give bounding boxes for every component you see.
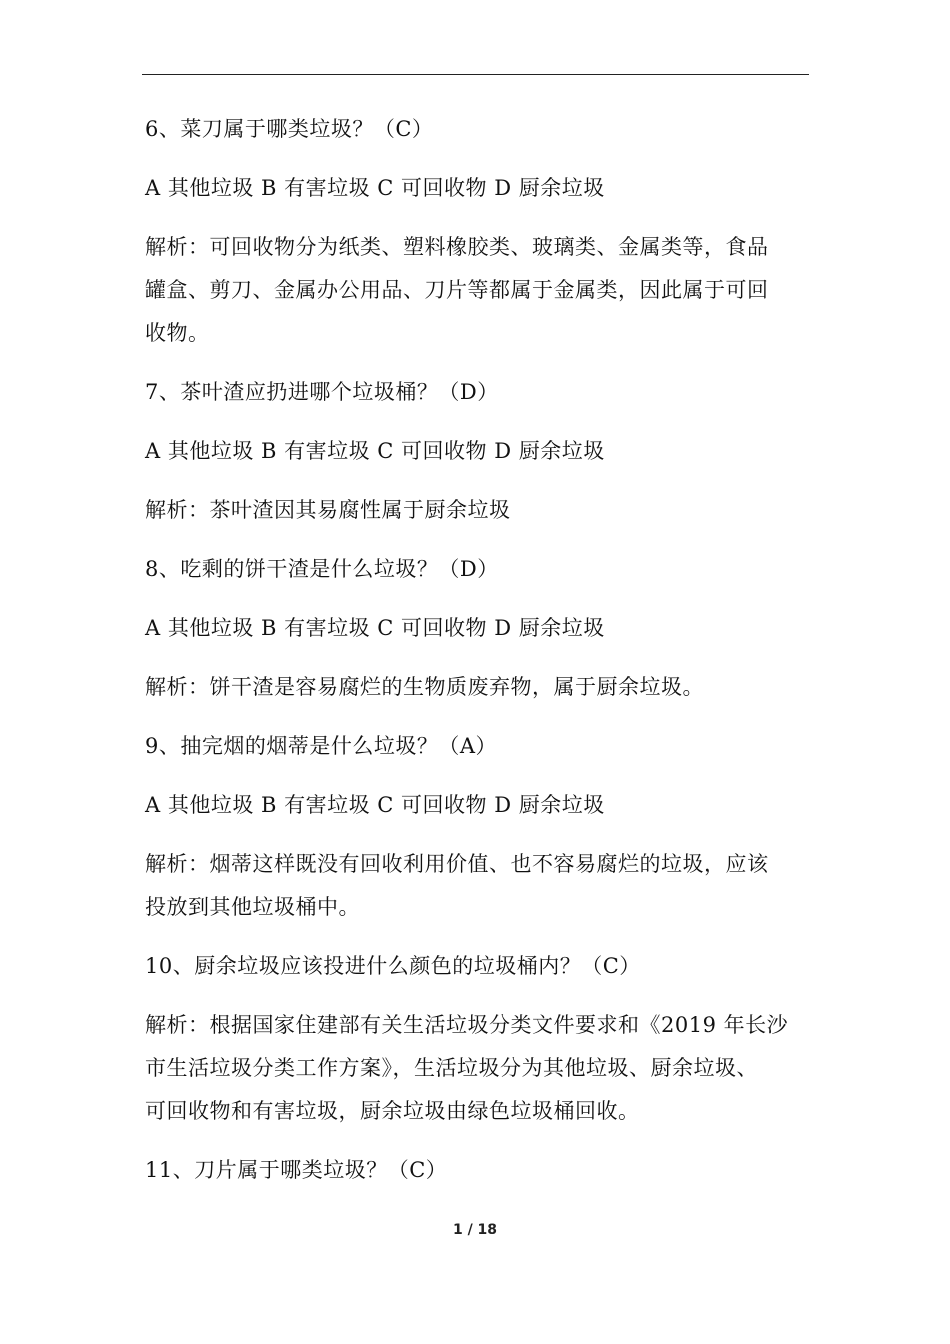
text-line: 7、茶叶渣应扔进哪个垃圾桶？（D） [145, 380, 499, 404]
document-body [145, 108, 805, 1208]
paragraph [145, 548, 805, 591]
paragraph [145, 108, 805, 151]
text-line: 解析：可回收物分为纸类、塑料橡胶类、玻璃类、金属类等，食品 [145, 235, 769, 259]
paragraph [145, 167, 805, 210]
text-line: 收物。 [145, 321, 210, 345]
paragraph [145, 371, 805, 414]
text-line: 解析：根据国家住建部有关生活垃圾分类文件要求和《2019 年长沙 [145, 1013, 789, 1037]
paragraph [145, 489, 805, 532]
paragraph [145, 226, 805, 355]
text-line: 可回收物和有害垃圾，厨余垃圾由绿色垃圾桶回收。 [145, 1099, 640, 1123]
paragraph [145, 725, 805, 768]
text-line: A 其他垃圾 B 有害垃圾 C 可回收物 D 厨余垃圾 [145, 616, 605, 640]
paragraph [145, 607, 805, 650]
text-line: 9、抽完烟的烟蒂是什么垃圾？（A） [145, 734, 498, 758]
paragraph [145, 784, 805, 827]
text-line: 6、菜刀属于哪类垃圾？（C） [145, 117, 434, 141]
page-number: 1 / 18 [452, 1222, 498, 1238]
text-line: 8、吃剩的饼干渣是什么垃圾？（D） [145, 557, 499, 581]
paragraph [145, 1149, 805, 1192]
paragraph [145, 945, 805, 988]
paragraph [145, 843, 805, 929]
text-line: 解析：茶叶渣因其易腐性属于厨余垃圾 [145, 498, 511, 522]
text-line: 11、刀片属于哪类垃圾？（C） [145, 1158, 448, 1182]
text-line: A 其他垃圾 B 有害垃圾 C 可回收物 D 厨余垃圾 [145, 439, 605, 463]
header-rule [142, 74, 809, 75]
text-line: 解析：饼干渣是容易腐烂的生物质废弃物，属于厨余垃圾。 [145, 675, 704, 699]
text-line: 解析：烟蒂这样既没有回收利用价值、也不容易腐烂的垃圾，应该 [145, 852, 769, 876]
paragraph [145, 1004, 805, 1133]
text-line: 10、厨余垃圾应该投进什么颜色的垃圾桶内？（C） [145, 954, 641, 978]
text-line: 市生活垃圾分类工作方案》，生活垃圾分为其他垃圾、厨余垃圾、 [145, 1056, 758, 1080]
paragraph [145, 666, 805, 709]
paragraph [145, 430, 805, 473]
text-line: A 其他垃圾 B 有害垃圾 C 可回收物 D 厨余垃圾 [145, 176, 605, 200]
text-line: 投放到其他垃圾桶中。 [145, 895, 360, 919]
text-line: 罐盒、剪刀、金属办公用品、刀片等都属于金属类，因此属于可回 [145, 278, 769, 302]
text-line: A 其他垃圾 B 有害垃圾 C 可回收物 D 厨余垃圾 [145, 793, 605, 817]
